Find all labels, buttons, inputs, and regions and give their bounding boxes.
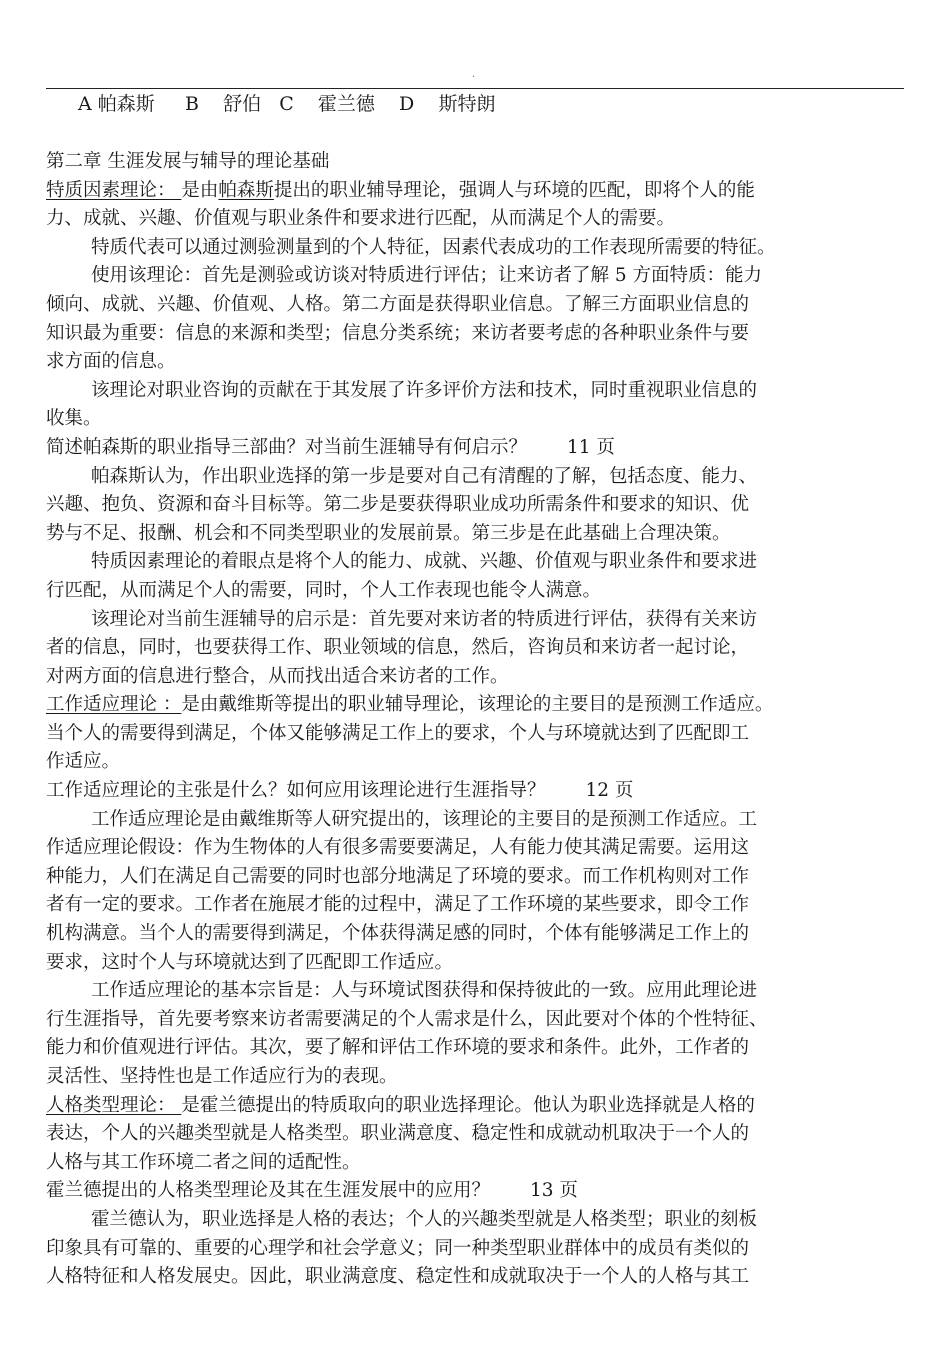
answer-line: 人格特征和人格发展史。因此，职业满意度、稳定性和成就取决于一个人的人格与其工 — [46, 1266, 750, 1288]
trait-line: 倾向、成就、兴趣、价值观、人格。第二方面是获得职业信息。了解三方面职业信息的 — [46, 293, 750, 315]
twa-term: 工作适应理论 ： — [46, 694, 182, 716]
trait-text: 是由 — [181, 179, 219, 201]
question-text: 霍兰德提出的人格类型理论及其在生涯发展中的应用？ — [46, 1180, 491, 1202]
answer-line: 势与不足、报酬、机会和不同类型职业的发展前景。第三步是在此基础上合理决策。 — [46, 522, 731, 544]
trait-line: 知识最为重要：信息的来源和类型；信息分类系统；来访者要考虑的各种职业条件与要 — [46, 322, 750, 344]
trait-definition-line — [46, 177, 904, 206]
answer-line: 要求，这时个人与环境就达到了匹配即工作适应。 — [46, 951, 454, 973]
header-rule — [46, 88, 904, 89]
answer-line: 兴趣、抱负、资源和奋斗目标等。第二步是要获得职业成功所需条件和要求的知识、优 — [46, 494, 750, 516]
answer-line: 机构满意。当个人的需要得到满足，个体获得满足感的同时，个体有能够满足工作上的 — [46, 923, 750, 945]
trait-line: 力、成就、兴趣、价值观与职业条件和要求进行匹配，从而满足个人的需要。 — [46, 208, 676, 230]
page-reference: 13 页 — [530, 1180, 578, 1202]
answer-line: 者的信息，同时，也要获得工作、职业领域的信息，然后，咨询员和来访者一起讨论， — [46, 637, 750, 659]
answer-line: 印象具有可靠的、重要的心理学和社会学意义；同一种类型职业群体中的成员有类似的 — [46, 1237, 750, 1259]
twa-line: 当个人的需要得到满足，个体又能够满足工作上的要求，个人与环境就达到了匹配即工 — [46, 722, 750, 744]
page-reference: 11 页 — [567, 436, 615, 458]
answer-line: 行生涯指导，首先要考察来访者需要满足的个人需求是什么，因此要对个体的个性特征、 — [46, 1008, 768, 1030]
options-line: A 帕森斯 B 舒伯 C 霍兰德 D 斯特朗 — [78, 93, 496, 115]
twa-line: 作适应。 — [46, 751, 121, 773]
answer-line: 帕森斯认为，作出职业选择的第一步是要对自己有清醒的了解，包括态度、能力、 — [91, 465, 758, 487]
answer-line: 行匹配，从而满足个人的需要，同时，个人工作表现也能令人满意。 — [46, 579, 602, 601]
page-reference: 12 页 — [585, 780, 634, 802]
trait-text: 提出的职业辅导理论，强调人与环境的匹配，即将个人的能 — [273, 179, 755, 201]
trait-line: 特质代表可以通过测验测量到的个人特征，因素代表成功的工作表现所需要的特征。 — [91, 236, 776, 258]
twa-text: 是由戴维斯等提出的职业辅导理论，该理论的主要目的是预测工作适应。 — [181, 694, 774, 716]
question-text: 工作适应理论的主张是什么？如何应用该理论进行生涯指导？ — [46, 780, 546, 802]
answer-line: 该理论对当前生涯辅导的启示是：首先要对来访者的特质进行评估，获得有关来访 — [91, 608, 758, 630]
trait-line: 收集。 — [46, 408, 102, 430]
holland-text: 是霍兰德提出的特质取向的职业选择理论。他认为职业选择就是人格的 — [181, 1094, 755, 1116]
chapter-title: 第二章 生涯发展与辅导的理论基础 — [46, 151, 330, 172]
answer-line: 种能力，人们在满足自己需要的同时也部分地满足了环境的要求。而工作机构则对工作 — [46, 865, 750, 887]
answer-line: 对两方面的信息进行整合，从而找出适合来访者的工作。 — [46, 665, 509, 687]
header-dot: . — [472, 69, 476, 80]
answer-line: 能力和价值观进行评估。其次，要了解和评估工作环境的要求和条件。此外，工作者的 — [46, 1037, 750, 1059]
answer-line: 者有一定的要求。工作者在施展才能的过程中，满足了工作环境的某些要求，即令工作 — [46, 894, 750, 916]
holland-line: 表达，个人的兴趣类型就是人格类型。职业满意度、稳定性和成就动机取决于一个人的 — [46, 1123, 750, 1145]
answer-line: 特质因素理论的着眼点是将个人的能力、成就、兴趣、价值观与职业条件和要求进 — [91, 551, 758, 573]
document-body — [46, 148, 904, 1292]
answer-line: 工作适应理论的基本宗旨是：人与环境试图获得和保持彼此的一致。应用此理论进 — [91, 980, 758, 1002]
holland-term: 人格类型理论： — [46, 1094, 182, 1116]
twa-definition-line — [46, 691, 904, 720]
answer-line: 工作适应理论是由戴维斯等人研究提出的，该理论的主要目的是预测工作适应。工 — [91, 808, 758, 830]
trait-term: 特质因素理论： — [46, 179, 182, 201]
parsons-name: 帕森斯 — [218, 179, 274, 201]
holland-definition-line — [46, 1092, 904, 1121]
trait-line: 求方面的信息。 — [46, 351, 176, 373]
question-heading — [46, 1177, 904, 1206]
trait-line: 该理论对职业咨询的贡献在于其发展了许多评价方法和技术，同时重视职业信息的 — [91, 379, 758, 401]
question-heading — [46, 777, 904, 806]
holland-line: 人格与其工作环境二者之间的适配性。 — [46, 1151, 361, 1173]
answer-line: 灵活性、坚持性也是工作适应行为的表现。 — [46, 1066, 398, 1087]
question-text: 简述帕森斯的职业指导三部曲？对当前生涯辅导有何启示？ — [46, 436, 528, 458]
answer-line: 霍兰德认为，职业选择是人格的表达；个人的兴趣类型就是人格类型；职业的刻板 — [91, 1208, 758, 1230]
question-heading — [46, 434, 904, 463]
answer-line: 作适应理论假设：作为生物体的人有很多需要要满足，人有能力使其满足需要。运用这 — [46, 837, 750, 859]
trait-line: 使用该理论：首先是测验或访谈对特质进行评估；让来访者了解 5 方面特质：能力 — [91, 265, 763, 287]
